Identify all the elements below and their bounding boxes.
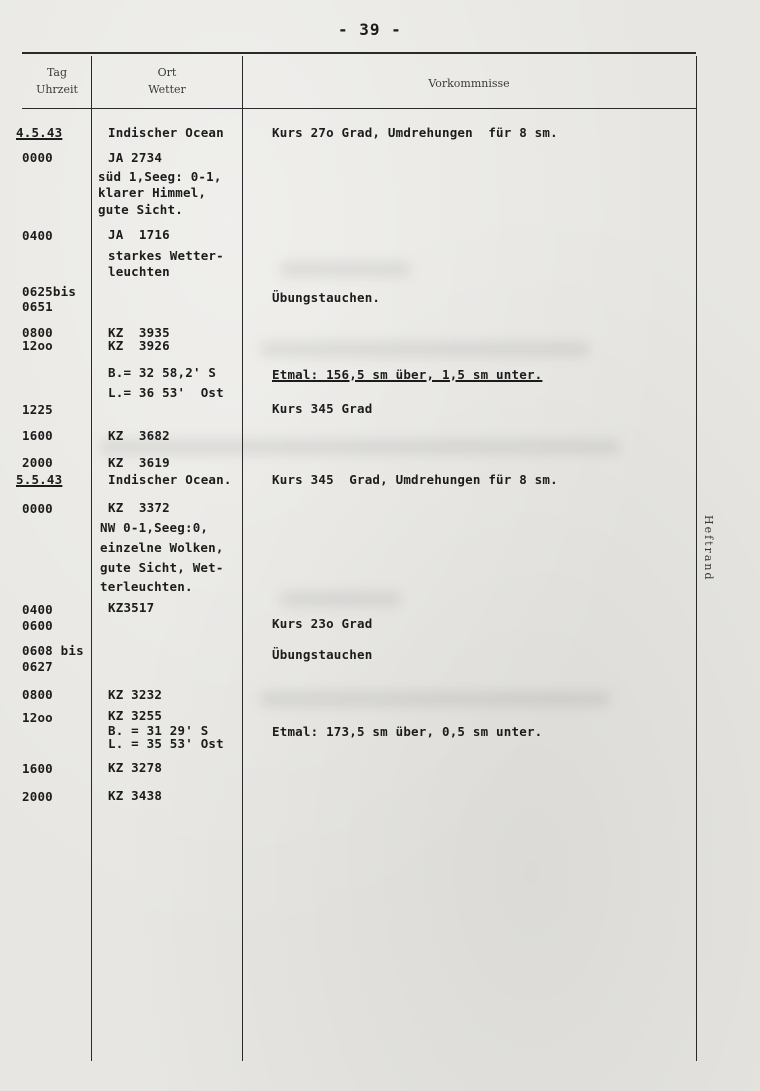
entry-date: 5.5.43 [16,472,63,487]
time-text: 2000 [22,789,53,804]
time-text: 0400 [22,602,53,617]
latitude-text: B.= 32 58,2' S [108,365,217,380]
grid-position: KZ 3438 [108,788,163,803]
time-text: 0000 [22,501,53,516]
col-divider-right [696,56,697,1061]
margin-label-heftrand: Heftrand [702,515,715,582]
grid-position: KZ 3619 [108,455,170,470]
longitude-text: L.= 36 53' Ost [108,385,224,400]
location-text: Indischer Ocean [108,125,224,140]
time-text: 0000 [22,150,53,165]
grid-position: KZ 3278 [108,760,163,775]
event-text: Etmal: 156,5 sm über, 1,5 sm unter. [272,367,543,382]
grid-position: KZ 3255 [108,708,163,723]
time-text: 12oo [22,710,53,725]
header-vorkommnisse: Vorkommnisse [428,77,510,90]
event-text: Kurs 27o Grad, Umdrehungen für 8 sm. [272,125,558,140]
latitude-text: B. = 31 29' S [108,723,209,738]
header-uhrzeit: Uhrzeit [36,83,78,96]
header-bottom-rule [22,108,696,109]
table-top-rule [22,52,696,54]
header-ort: Ort [157,66,177,79]
event-text: Kurs 23o Grad [272,616,373,631]
col-divider-2 [242,56,243,1061]
entry-date: 4.5.43 [16,125,63,140]
weather-text: terleuchten. [100,579,193,594]
time-text: 0600 [22,618,53,633]
grid-position: KZ 3935 [108,325,170,340]
event-text: Übungstauchen. [272,290,381,305]
weather-text: gute Sicht. [98,202,183,217]
time-text: 0625bis [22,284,77,299]
weather-text: einzelne Wolken, [100,540,224,555]
weather-text: leuchten [108,264,170,279]
event-text: Übungstauchen [272,647,373,662]
grid-position: KZ 3372 [108,500,170,515]
grid-position: KZ 3232 [108,687,163,702]
time-text: 1225 [22,402,53,417]
event-text: Etmal: 173,5 sm über, 0,5 sm unter. [272,724,543,739]
time-text: 0800 [22,325,53,340]
smudge [280,592,400,606]
weather-text: klarer Himmel, [98,185,207,200]
location-text: Indischer Ocean. [108,472,232,487]
time-text: 0608 bis [22,643,84,658]
weather-text: süd 1,Seeg: 0-1, [98,169,222,184]
smudge [260,342,590,356]
grid-position: KZ 3926 [108,338,170,353]
time-text: 12oo [22,338,53,353]
grid-position: JA 2734 [108,150,163,165]
header-tag: Tag [46,66,68,79]
col-divider-1 [91,56,92,1061]
header-tag-uhrzeit [24,64,90,98]
event-text: Kurs 345 Grad, Umdrehungen für 8 sm. [272,472,558,487]
weather-text: gute Sicht, Wet- [100,560,224,575]
smudge [100,440,620,454]
smudge [260,692,610,706]
grid-position: KZ3517 [108,600,155,615]
weather-text: starkes Wetter- [108,248,224,263]
time-text: 0800 [22,687,53,702]
time-text: 0651 [22,299,53,314]
header-wetter: Wetter [148,83,186,96]
time-text: 1600 [22,428,53,443]
time-text: 0627 [22,659,53,674]
grid-position: JA 1716 [108,227,170,242]
time-text: 1600 [22,761,53,776]
event-text: Kurs 345 Grad [272,401,373,416]
weather-text: NW 0-1,Seeg:0, [100,520,209,535]
longitude-text: L. = 35 53' Ost [108,736,224,751]
time-text: 2000 [22,455,53,470]
grid-position: KZ 3682 [108,428,170,443]
smudge [280,262,410,276]
page-number: - 39 - [338,20,402,39]
time-text: 0400 [22,228,53,243]
header-ort-wetter [92,64,242,98]
